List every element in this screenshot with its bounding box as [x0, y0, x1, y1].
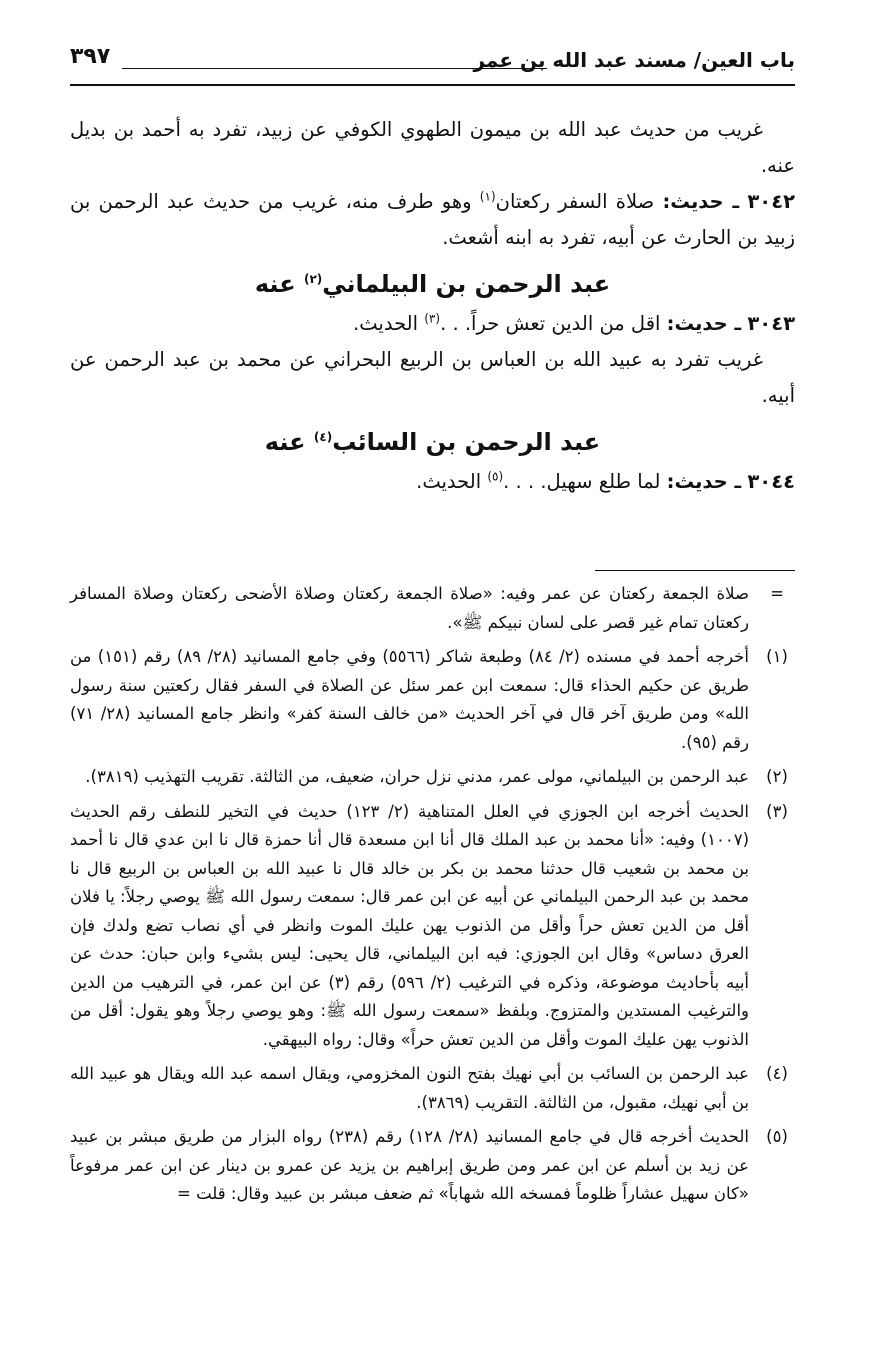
- footnote-mark: (٢): [766, 767, 788, 786]
- footnote-mark: (٥): [766, 1127, 788, 1146]
- hadith-number: ٣٠٤٤: [747, 470, 795, 493]
- hadith-number: ٣٠٤٢: [747, 190, 795, 213]
- main-text: [70, 112, 795, 500]
- footnote-3: [70, 798, 795, 1055]
- hadith-comment: الحديث.: [416, 470, 482, 493]
- footnote-mark: (٤): [766, 1064, 788, 1083]
- hadith-text: اقل من الدين تعش حراً. . .: [440, 312, 661, 335]
- header-rule: [70, 84, 795, 86]
- page-number: ٣٩٧: [70, 44, 111, 69]
- footnote-ref: (٢): [303, 272, 323, 286]
- footnote-2: [70, 763, 795, 792]
- footnote-continued: [70, 580, 795, 637]
- footnote-mark: (٣): [766, 801, 788, 821]
- footnote-text: صلاة الجمعة ركعتان عن عمر وفيه: «صلاة الجمعة ركعتان وصلاة الأضحى ركعتان وصلاة المسافر ركعتان تمام غير قصر على لسان نبيكم ﷺ».: [70, 584, 749, 632]
- hadith-comment: الحديث.: [353, 312, 419, 335]
- heading-tail: عنه: [264, 428, 306, 456]
- footnote-ref: (٣): [424, 311, 441, 326]
- footnote-mark: =: [770, 584, 784, 603]
- paragraph-2: غريب تفرد به عبيد الله بن العباس بن الربيع البحراني عن محمد بن عبد الرحمن عن أبيه.: [70, 348, 795, 407]
- footnote-text: الحديث أخرجه قال في جامع المسانيد (٢٨/ ١٢٨) رقم (٢٣٨) رواه البزار من طريق مبشر بن عبيد عن زيد بن أسلم عن ابن عمر ومن طريق إبراهيم بن يزيد عن عمرو بن دينار عن ابن عمر مرفوعاً «كان سهيل عشاراً ظلوماً فمسخه الله شهاباً» ثم ضعف مبشر بن عبيد وقال: قلت =: [70, 1127, 750, 1203]
- hadith-3042: [70, 184, 795, 256]
- footnote-ref: (٤): [313, 430, 333, 444]
- hadith-3044: [70, 464, 795, 500]
- footnote-5: [70, 1123, 795, 1209]
- heading-text: عبد الرحمن بن السائب: [332, 428, 601, 456]
- footnote-separator: [595, 570, 795, 571]
- hadith-keyword: ـ حديث:: [666, 312, 742, 335]
- footnote-mark: (١): [766, 647, 788, 666]
- footnote-text: عبد الرحمن بن السائب بن أبي نهيك بفتح النون المخزومي، ويقال اسمه عبد الله ويقال هو عبيد الله بن أبي نهيك، مقبول، من الثالثة. التقريب (٣٨٦٩).: [70, 1064, 749, 1112]
- section-heading-1: [70, 264, 795, 304]
- header-leader-line: [122, 68, 547, 69]
- hadith-3043: [70, 306, 795, 342]
- footnote-text: الحديث أخرجه ابن الجوزي في العلل المتناهية (٢/ ١٢٣) حديث في التخير للنطف رقم الحديث (١٠٠٧) وفيه: «أنا محمد بن عبد الملك قال أنا ابن مسعدة قال أنا حمزة قال نا ابن عدي قال نا أحمد بن محمد بن شعيب قال حدثنا محمد بن بكر بن خالد قال نا عبيد الله بن العباس بن الربيع قال نا محمد بن عبد الرحمن البيلماني عن أبيه عن ابن عمر قال: سمعت رسول الله ﷺ يوصي رجلاً: يا فلان أقل من الدين تعش حراً وأقل من الذنوب يهن عليك الموت وانظر في أي نصاب تضع ولدك فإن العرق دساس» وقال ابن الجوزي: فيه ابن البيلماني، قال يحيى: ليس بشيء وابن حبان: حدث عن أبيه بأحاديث موضوعة، وذكره في الترغيب (٢/ ٥٩٦) رقم (٣) عن ابن عمر، في الترهيب من الدين والترغيب المستدين والمتزوج. وبلفظ «سمعت رسول الله ﷺ: وهو يوصي رجلاً وهو يقول: أقل من الذنوب يهن عليك الموت وأقل من الدين تعش حراً» وقال: رواه البيهقي.: [70, 801, 749, 1049]
- footnote-ref: (١): [479, 189, 496, 204]
- footnotes: [70, 580, 795, 1215]
- running-header: [70, 42, 795, 82]
- section-heading-2: [70, 422, 795, 462]
- heading-tail: عنه: [254, 270, 296, 298]
- hadith-keyword: ـ حديث:: [662, 190, 740, 213]
- hadith-keyword: ـ حديث:: [666, 470, 742, 493]
- footnote-text: عبد الرحمن بن البيلماني، مولى عمر، مدني نزل حران، ضعيف، من الثالثة. تقريب التهذيب (٣٨١٩).: [85, 767, 749, 786]
- chapter-title: باب العين/ مسند عبد الله بن عمر: [473, 48, 795, 72]
- hadith-comment: وهو طرف منه، غريب من حديث عبد الرحمن بن زبيد بن الحارث عن أبيه، تفرد به ابنه أشعث.: [70, 190, 795, 249]
- hadith-text: صلاة السفر ركعتان: [495, 190, 655, 213]
- heading-text: عبد الرحمن بن البيلماني: [322, 270, 611, 298]
- hadith-text: لما طلع سهيل. . . .: [503, 470, 661, 493]
- footnote-1: [70, 643, 795, 757]
- hadith-number: ٣٠٤٣: [747, 312, 795, 335]
- footnote-4: [70, 1060, 795, 1117]
- footnote-ref: (٥): [487, 469, 504, 484]
- paragraph-1: غريب من حديث عبد الله بن ميمون الطهوي الكوفي عن زبيد، تفرد به أحمد بن بديل عنه.: [70, 118, 795, 177]
- footnote-text: أخرجه أحمد في مسنده (٢/ ٨٤) وطبعة شاكر (٥٥٦٦) وفي جامع المسانيد (٢٨/ ٨٩) رقم (١٥١) من طريق عن حكيم الحذاء قال: سمعت ابن عمر سئل عن الصلاة في السفر فقال ركعتين سنة رسول الله» ومن طريق آخر قال في آخر الحديث «من خالف السنة كفر» وانظر جامع المسانيد (٢٨/ ٧١) رقم (٩٥).: [70, 647, 749, 752]
